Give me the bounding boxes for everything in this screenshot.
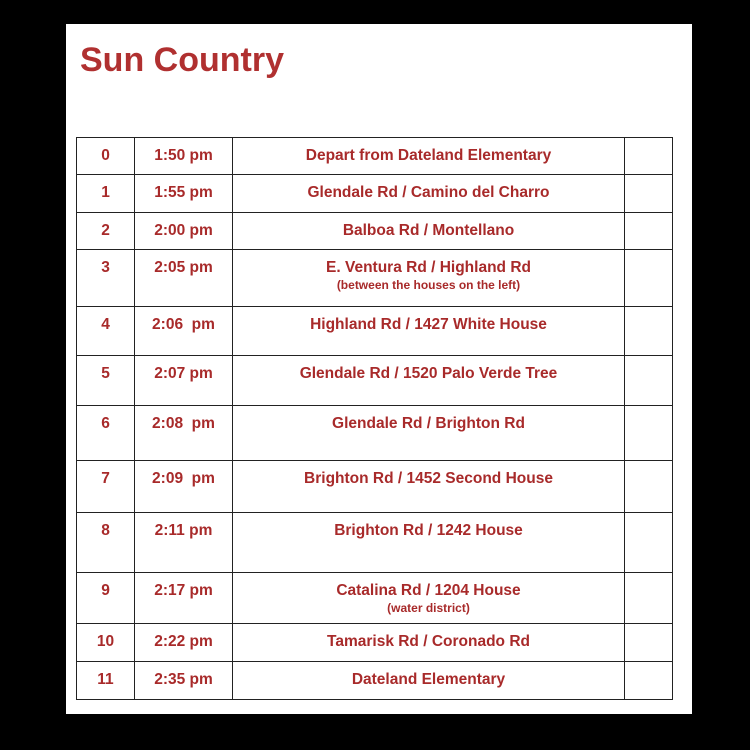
check-box-cell [625, 356, 673, 406]
stop-number: 2 [77, 213, 135, 250]
stop-time: 2:07 pm [135, 356, 233, 406]
check-box-cell [625, 307, 673, 356]
table-row [77, 307, 673, 356]
stop-location-cell [233, 307, 625, 356]
stop-number: 8 [77, 513, 135, 573]
stop-time: 2:09 pm [135, 461, 233, 513]
stop-location-cell [233, 461, 625, 513]
stop-number: 11 [77, 662, 135, 700]
check-box-cell [625, 175, 673, 213]
stop-location: Brighton Rd / 1242 House [334, 522, 523, 539]
stop-time: 2:08 pm [135, 406, 233, 461]
stop-number: 6 [77, 406, 135, 461]
stop-location: Highland Rd / 1427 White House [310, 316, 547, 333]
stop-location-cell [233, 513, 625, 573]
table-row [77, 356, 673, 406]
check-box-cell [625, 624, 673, 662]
table-row [77, 513, 673, 573]
stop-location-cell [233, 573, 625, 624]
check-box-cell [625, 573, 673, 624]
check-box-cell [625, 461, 673, 513]
stop-location: Dateland Elementary [351, 671, 506, 688]
stop-location-cell [233, 175, 625, 213]
stop-location: Depart from Dateland Elementary [305, 147, 552, 164]
schedule-sheet [66, 24, 692, 714]
table-row [77, 213, 673, 250]
page-title: Sun Country [80, 41, 284, 79]
stop-time: 1:50 pm [135, 138, 233, 175]
stop-location-cell [233, 624, 625, 662]
stop-time: 2:00 pm [135, 213, 233, 250]
table-row [77, 138, 673, 175]
stop-location: Brighton Rd / 1452 Second House [304, 470, 553, 487]
stop-location: Glendale Rd / 1520 Palo Verde Tree [299, 365, 558, 382]
stop-number: 10 [77, 624, 135, 662]
stop-time: 2:11 pm [135, 513, 233, 573]
stop-time: 2:22 pm [135, 624, 233, 662]
stop-location: Glendale Rd / Brighton Rd [332, 415, 525, 432]
table-row [77, 406, 673, 461]
stop-number: 9 [77, 573, 135, 624]
stop-location: E. Ventura Rd / Highland Rd [326, 259, 531, 276]
schedule-rows [77, 138, 673, 700]
stop-location: Glendale Rd / Camino del Charro [307, 184, 550, 201]
stop-time: 2:35 pm [135, 662, 233, 700]
table-row [77, 662, 673, 700]
stop-location: Catalina Rd / 1204 House [336, 582, 521, 599]
stop-number: 1 [77, 175, 135, 213]
stop-location: Balboa Rd / Montellano [342, 222, 515, 239]
check-box-cell [625, 513, 673, 573]
check-box-cell [625, 138, 673, 175]
check-box-cell [625, 406, 673, 461]
stop-number: 0 [77, 138, 135, 175]
stop-location: Tamarisk Rd / Coronado Rd [327, 633, 530, 650]
stop-location-cell [233, 250, 625, 307]
stop-location-cell [233, 356, 625, 406]
stop-location-cell [233, 138, 625, 175]
table-row [77, 250, 673, 307]
stop-time: 2:06 pm [135, 307, 233, 356]
stop-time: 2:17 pm [135, 573, 233, 624]
stop-location-cell [233, 213, 625, 250]
stop-schedule-table [76, 137, 673, 700]
stop-location-cell [233, 406, 625, 461]
check-box-cell [625, 213, 673, 250]
stop-number: 5 [77, 356, 135, 406]
stop-note: (between the houses on the left) [336, 278, 521, 292]
check-box-cell [625, 250, 673, 307]
stop-note: (water district) [387, 601, 470, 615]
stop-time: 2:05 pm [135, 250, 233, 307]
table-row [77, 573, 673, 624]
stop-time: 1:55 pm [135, 175, 233, 213]
table-row [77, 175, 673, 213]
stop-number: 3 [77, 250, 135, 307]
stop-number: 4 [77, 307, 135, 356]
stop-number: 7 [77, 461, 135, 513]
table-row [77, 461, 673, 513]
stop-location-cell [233, 662, 625, 700]
check-box-cell [625, 662, 673, 700]
table-row [77, 624, 673, 662]
